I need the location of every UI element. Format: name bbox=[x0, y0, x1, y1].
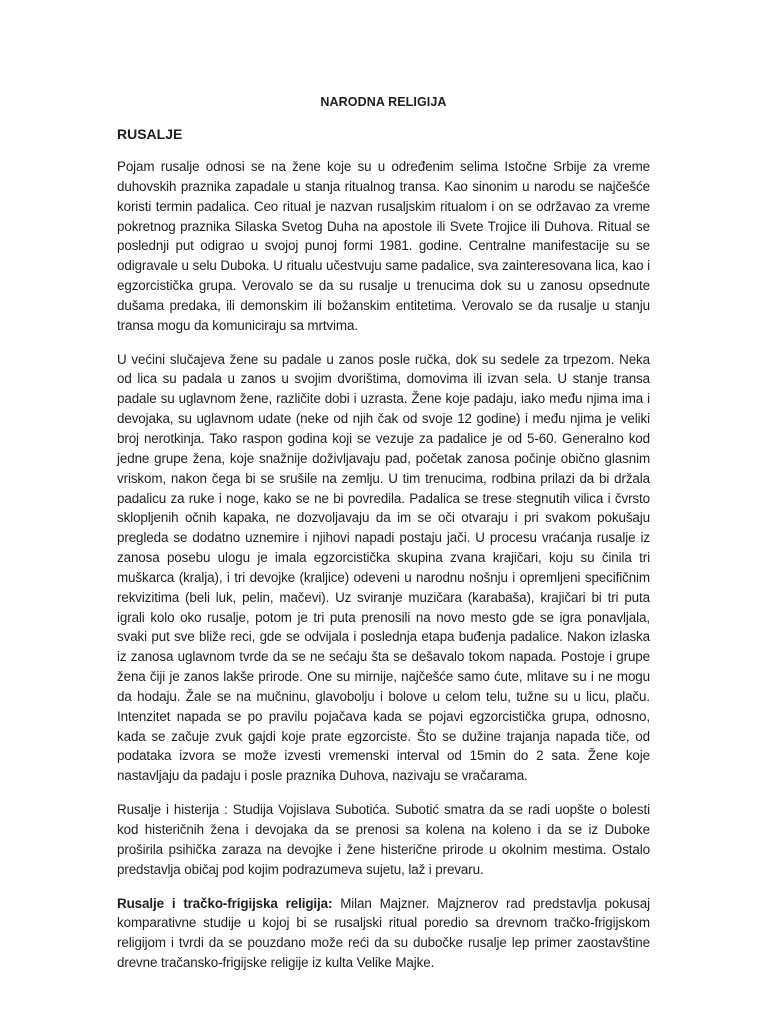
section-heading: RUSALJE bbox=[117, 126, 183, 142]
paragraph-text: U većini slučajeva žene su padale u zanos posle ručka, dok su sedele za trpezom. Neka od lica su padala u zanos u svojim dvorištima, domovima ili izvan sela. U stanje transa padale su uglavnom žene, različite dobi i uzrasta. Žene koje padaju, iako među njima ima i devojaka, su uglavnom udate (neke od njih čak od svoje 12 godine) i među njima je veliki broj nerotkinja. Tako raspon godina koji se vezuje za padalice je od 5-60. Generalno kod jedne grupe žena, koje snažnije doživljavaju pad, početak zanosa počinje obično glasnim vriskom, nakon čega bi se srušile na zemlju. U tim trenucima, rodbina prilazi da bi držala padalicu za ruke i noge, kako se ne bi povredila. Padalica se trese stegnutih vilica i čvrsto sklopljenih očnih kapaka, ne dozvoljavaju da im se oči otvaraju i pri svakom pokušaju pregleda se dodatno uznemire i njihovi napadi postaju jači. U procesu vraćanja rusalje iz zanosa posebu ulogu je imala egzorcistička skupina zvana krajičari, koju su činila tri muškarca (kralja), i tri devojke (kraljice) odeveni u narodnu nošnju i opremljeni specifičnim rekvizitima (beli luk, pelin, mačevi). Uz sviranje muzičara (karabaša), krajičari bi tri puta igrali kolo oko rusalje, potom je tri puta prenosili na novo mesto gde se igra ponavljala, svaki put sve bliže reci, gde se odvijala i poslednja etapa buđenja padalice. Nakon izlaska iz zanosa uglavnom tvrde da se ne sećaju šta se dešavalo tokom napada. Postoje i grupe žena čiji je zanos lakše prirode. One su mirnije, najčešće samo ćute, mlitave su i ne mogu da hodaju. Žale se na mučninu, glavobolju i bolove u celom telu, tužne su u licu, plaču. Intenzitet napada se po pravilu pojačava kada se pojavi egzorcistička grupa, odnosno, kada se začuje zvuk gajdi koje prate egzorciste. Što se dužine trajanja napada tiče, od podataka izvora se može izvesti vremenski interval od 15min do 2 sata. Žene koje nastavljaju da padaju i posle praznika Duhova, nazivaju se vračarama. bbox=[117, 351, 650, 784]
paragraph-text: Pojam rusalje odnosi se na žene koje su u određenim selima Istočne Srbije za vreme duhovskih praznika zapadale u stanja ritualnog transa. Kao sinonim u narodu se najčešće koristi termin padalica. Ceo ritual je nazvan rusaljskim ritualom i on se održavao za vreme pokretnog praznika Silaska Svetog Duha na apostole ili Svete Trojice ili Duhova. Ritual se poslednji put odigrao u svojoj punoj formi 1981. godine. Centralne manifestacije su se odigravale u selu Duboka. U ritualu učestvuju same padalice, sva zainteresovana lica, kao i egzorcistička grupa. Verovalo se da su rusalje u trenucima dok su u zanosu opsednute dušama predaka, ili demonskim ili božanskim entitetima. Verovalo se da rusalje u stanju transa mogu da komuniciraju sa mrtvima. bbox=[117, 159, 650, 333]
paragraph-hysteria bbox=[117, 800, 650, 879]
paragraph-trance bbox=[117, 350, 650, 787]
document-page bbox=[117, 92, 650, 987]
paragraph-lead: Rusalje i tračko-frigijska religija: bbox=[117, 895, 333, 911]
paragraph-intro bbox=[117, 157, 650, 336]
paragraph-text: Rusalje i histerija : Studija Vojislava Subotića. Subotić smatra da se radi uopšte o bolesti kod histeričnih žena i devojaka da se prenosi sa kolena na koleno i da se iz Duboke proširila psihička zaraza na devojke i žene histerične prirode u okolnim mestima. Ostalo predstavlja običaj pod kojim podrazumeva sujetu, laž i prevaru. bbox=[117, 802, 650, 877]
paragraph-thracian bbox=[117, 894, 650, 973]
paragraph-text: Milan Majzner. Majznerov rad predstavlja pokusaj komparativne studije u kojoj bi se rusaljski ritual poredio sa drevnom tračko-frigijskom religijom i tvrdi da se pouzdano može reći da su dubočke rusalje lep primer zaostavštine drevne tračansko-frigijske religije iz kulta Velike Majke. bbox=[117, 895, 650, 971]
document-title: NARODNA RELIGIJA bbox=[320, 95, 447, 109]
